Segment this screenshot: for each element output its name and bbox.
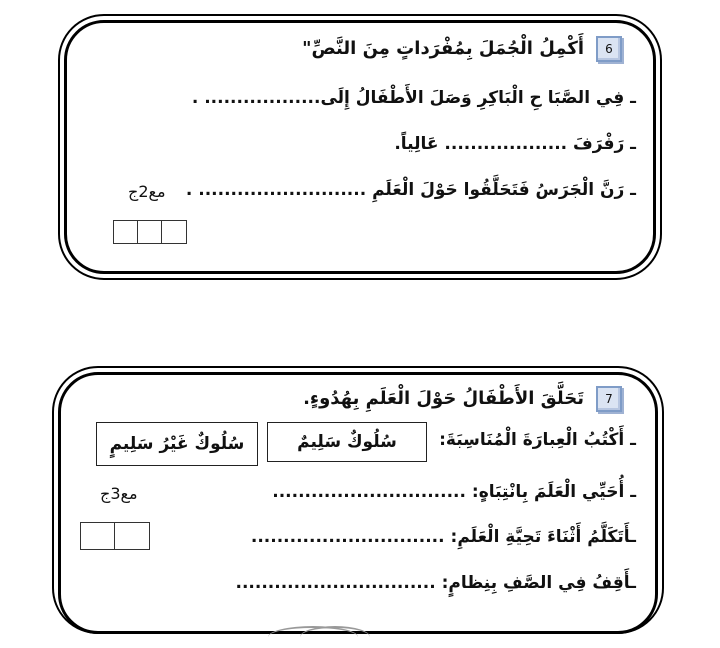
option-incorrect-behavior: سُلُوكٌ غَيْرُ سَلِيمٍ [96, 422, 258, 466]
exercise-7-criterion-code: مع3ج [100, 484, 138, 503]
exercise-6-score-grid[interactable] [113, 220, 187, 244]
exercise-7-line-3: ـأَقِفُ فِي الصَّفِ بِنِظامٍ: ............................... [235, 573, 636, 593]
exercise-7-line-1: ـ أُحَيِّي الْعَلَمَ بِانْتِبَاهٍ: .............................. [272, 482, 636, 502]
exercise-7-card [58, 372, 658, 634]
score-cell[interactable] [115, 523, 149, 549]
exercise-7-number: 7 [605, 392, 613, 406]
exercise-6-title: أَكْمِلُ الْجُمَلَ بِمُفْرَداتٍ مِنَ النَّصِّ" [302, 38, 584, 59]
page-edge-decoration [300, 626, 370, 648]
score-cell[interactable] [81, 523, 115, 549]
option-correct-behavior: سُلُوكٌ سَلِيمٌ [267, 422, 427, 462]
exercise-7-instruction: ـ أَكْتُبُ الْعِبارَةَ الْمُنَاسِبَةَ: [439, 430, 636, 450]
exercise-6-number: 6 [605, 42, 613, 56]
exercise-7-number-badge [596, 386, 622, 412]
exercise-7-line-2: ـأَتَكَلَّمُ أَثْنَاءَ تَحِيَّةِ الْعَلَمِ: .............................. [250, 527, 636, 547]
exercise-6-criterion-code: مع2ج [128, 182, 166, 201]
exercise-6-number-badge [596, 36, 622, 62]
exercise-6-line-1: ـ فِي الصَّبَا حِ الْبَاكِرِ وَصَلَ الأَطْفَالُ إِلَى.................. . [191, 88, 636, 108]
score-cell[interactable] [162, 221, 186, 243]
exercise-7-score-grid[interactable] [80, 522, 150, 550]
exercise-6-line-3: ـ رَنَّ الْجَرَسُ فَتَحَلَّقُوا حَوْلَ الْعَلَمِ .......................... . [185, 180, 636, 200]
score-cell[interactable] [138, 221, 162, 243]
score-cell[interactable] [114, 221, 138, 243]
exercise-7-title: تَحَلَّقَ الأَطْفَالُ حَوْلَ الْعَلَمِ بِهُدُوءٍ. [303, 388, 584, 409]
exercise-6-line-2: ـ رَفْرَفَ ................... عَالِياً. [394, 134, 636, 154]
